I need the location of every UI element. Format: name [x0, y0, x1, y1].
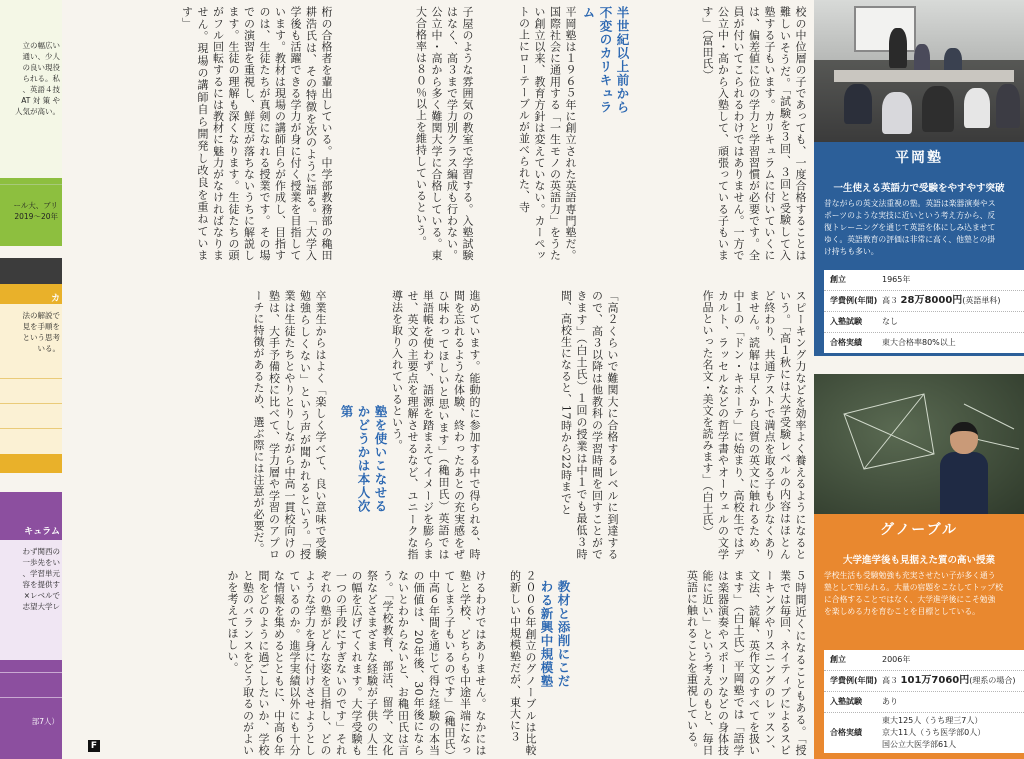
sidebar-gold-header	[0, 258, 62, 284]
article-column: 進めています。能動的に参加する中で得られる、時間を忘れるような体験、終わったあとの充実感をぜひ味わってほしいと思います」（穐田氏）英語では単語帳を使わず、語源を踏まえてイメージを膨らませ、英文の主要点を理解させるなど、ユニークな指導法を取り入れているという。	[390, 290, 481, 560]
fee-amount: 101万7060円	[900, 675, 970, 686]
photo-person	[996, 84, 1020, 128]
article-column: ２００６年創立のグノーブルは比較的新しい中規模塾だが、東大に３	[508, 570, 537, 756]
photo-person	[964, 88, 990, 128]
sidebar-line: 一歩先をい	[22, 558, 60, 567]
desc-line: ポーツのような実技に近いという考え方から、反	[824, 211, 996, 220]
fact-label: 合格実績	[830, 728, 862, 737]
desc-line: を楽しめる力を育むことを目標としている。	[824, 607, 980, 616]
desc-line: 昔ながらの英文法重視の塾。英語は楽器演奏やス	[824, 199, 996, 208]
fact-label: 創立	[830, 275, 846, 284]
fee-prefix: 高３	[882, 676, 898, 685]
fact-value	[876, 671, 1024, 691]
sidebar-green-body	[0, 0, 62, 178]
sidebar-line: の良い現役	[22, 63, 60, 72]
sidebar-line: 、英語４技	[22, 85, 60, 94]
fact-label: 合格実績	[830, 338, 862, 347]
photo-person	[922, 86, 954, 132]
sidebar-purple-foot: 部7人）	[31, 717, 59, 726]
article-column: 「高２くらいで難関大に合格するレベルに到達するので、高３以降は他教科の学習時間を回すことができます」（白土氏）１回の授業は中１でも最低３時間、高校生になると、17時から22時までと	[559, 290, 619, 560]
fact-value	[876, 715, 1024, 751]
chalk-diagram-icon	[814, 374, 1024, 514]
fact-row-founded	[824, 270, 1024, 291]
divider	[0, 697, 62, 698]
sidebar-line: 通い、少人	[22, 52, 60, 61]
hiraoka-classroom-photo	[814, 0, 1024, 142]
photo-desk	[834, 70, 1014, 82]
hiraoka-title: 平岡塾	[814, 142, 1024, 174]
divider	[0, 403, 62, 404]
hiraoka-info-panel	[814, 174, 1024, 356]
article-column: けるわけではありません。なかには塾と学校、どちらも中途半端になってしまう子もいるのです」（穐田氏）中高６年間を通じて得た経験の本当の価値は、20年後、30年後にならないとわからないと、お穐田氏は言う。「学校教育、部活、留学、文化祭などさまざまな経験が子供の人生の幅を広げてくれます。大学受験も一つの手段にすぎないのです」それぞれの塾がどんな姿を目指し、どのような学力を身に付けさせようとしているのか。進学実績以外にも十分な情報を集めるとともに、中高６年間をどのように過ごしたいか、学校と塾のバランスをどう取るのがよいかを考えてほしい。	[226, 570, 487, 756]
sidebar-line: 見を手順を	[22, 322, 60, 331]
fee-note: (理系の場合)	[969, 676, 1016, 685]
gnoble-tagline: 大学進学後も見据えた質の高い授業	[842, 555, 995, 566]
article-column: 桁の合格者を輩出している。中学部教務部の穐田耕浩氏は、その特徴を次のように語る。「大学入学後も活躍できる学力が身に付く授業を目指しています。教材は現場の講師自らが作成し、目指すのは、生徒たちが真剣になれる授業です。その場での演習を重視し、鮮度が落ちないうちに解説します。生徒の理解も深くなります。生徒たちの頭がフル回転するには教材に魅力がなければなりません。現場の講師自ら開発し改良を重ねています」	[180, 6, 333, 261]
photo-teacher-head	[950, 422, 978, 454]
article-column: スピーキング力などを効率よく養えるようになるという。「高１秋には大学受験レベルの内容はほとんど終わり、共通テストで満点を取る子も少なくありません。読解は早くから良質の英文に触れるため、中１の「ドン・キホーテ」に始まり、高校生ではデカルト、ラッセルなどの哲学書やオーウェルの文学作品といった名文・美文を読みます」（白土氏）	[701, 290, 807, 560]
fact-row-fee	[824, 671, 1024, 692]
desc-line: に合格することではなく、大学進学後にこそ勉強	[824, 595, 996, 604]
photo-person	[889, 28, 907, 68]
sidebar-line: られる。私	[22, 74, 60, 83]
sidebar-purple-box	[0, 492, 62, 759]
fee-prefix: 高３	[882, 296, 898, 305]
panel-gap	[814, 356, 1024, 374]
gnoble-description	[814, 566, 1024, 618]
fact-value: 東大合格率80%以上	[882, 338, 956, 347]
sidebar-line: ール大、ブリ	[13, 201, 58, 210]
article-column: 子屋のような雰囲気の教室で学習する。入塾試験はなく、高３まで学力別クラス編成も行わない。公立中・高から多く難関大学に合格している。東大合格率は８０％以上を維持しているという。	[414, 6, 474, 261]
sidebar-line: いる。	[37, 344, 60, 353]
desc-line: け持ちも多い。	[824, 247, 879, 256]
sidebar-line: 志望大学レ	[22, 602, 60, 611]
fact-row-exam	[824, 692, 1024, 713]
fact-label: 入塾試験	[830, 697, 862, 706]
fact-label: 創立	[830, 655, 846, 664]
fact-row-founded	[824, 650, 1024, 671]
fee-note: (英語単科)	[962, 296, 1001, 305]
divider	[0, 184, 62, 185]
fact-value: 1965年	[882, 275, 911, 284]
photo-teacher	[940, 452, 988, 514]
hiraoka-description	[814, 194, 1024, 258]
desc-line: 塾として知られる。大量の宿題をこなしてトップ校	[824, 583, 1003, 592]
fact-label: 入塾試験	[830, 317, 862, 326]
sidebar-line: 2019〜20年	[14, 212, 58, 221]
result-line: 京大11人（うち医学部0人）	[882, 728, 986, 737]
gnoble-facts-table	[824, 650, 1024, 753]
gnoble-classroom-photo	[814, 374, 1024, 514]
result-line: 東大125人（うち理三7人）	[882, 716, 983, 725]
fact-label: 学費例(年間)	[830, 296, 878, 305]
sidebar-line: AT 対 策 や	[21, 96, 60, 105]
sidebar-purple-title: キュラム	[24, 527, 60, 537]
hiraoka-facts-table	[824, 270, 1024, 353]
desc-line: ゆく。英語教育の評価は非常に高く、他塾との掛	[824, 235, 996, 244]
divider	[0, 378, 62, 379]
fact-value	[876, 291, 1024, 311]
sidebar-line: 人気が高い。	[15, 107, 60, 116]
section-heading: 半世紀以上前から不変のカリキュラム	[581, 6, 630, 114]
article-column: 平岡塾は１９６５年に創立された英語専門塾だ。国際社会に通用する「一生モノの英語力」をうたい創立以来、教育方針は変えていない。カーペットの上にローテーブルが並べられた、寺	[517, 6, 577, 261]
sidebar-green-foot	[0, 200, 62, 222]
fact-row-fee	[824, 291, 1024, 312]
fact-row-results	[824, 713, 1024, 753]
sidebar-line: 法の解説で	[22, 311, 60, 320]
desc-line: 復トレーニングを通じて英語を体にしみ込ませて	[824, 223, 996, 232]
fact-label: 学費例(年間)	[830, 676, 878, 685]
article-column: 校の中位層の子であっても、一度合格することは難しいそうだ。「試験を３回、３回と受験して入塾する子もいます。カリキュラムに付いていくには、偏差値に位の学力と学習習慣が必要です。全員が付いてこられるわけではありません。一方で公立中・高から入塾して、頑張っている子もいます」（冨田氏）	[701, 6, 807, 261]
sidebar-line: 、学習単元	[22, 569, 60, 578]
desc-line: 学校生活も受験勉強も充実させたい子が多く通う	[824, 571, 996, 580]
photo-person	[844, 84, 872, 124]
fact-value: あり	[882, 697, 898, 706]
article-column: 卒業生からはよく「楽しく学べて、良い意味で受験勉強らしくない」という声が聞かれるという。「授業は生徒たちとやりとりしながら中高一貫校向けの塾は、大手予備校に比べて、学力層や学習のアプローチに特徴があるため、選ぶ際には注意が必要だ。	[252, 290, 327, 560]
page-marker: F	[88, 740, 100, 752]
fact-value: なし	[882, 317, 898, 326]
photo-person	[882, 92, 912, 134]
sidebar-line: 容を提供す	[22, 580, 60, 589]
article-column: ５時間近くになることもある。「授業では毎回、ネイティブによるスピーキングやリスニングのレッスン、文法、読解、英作文のすべてを扱います」（白土氏）平岡塾では「語学は楽器演奏やスポーツなどの身体技能に近い」という考えのもと、毎日英語に触れることを重視している。	[685, 570, 807, 756]
sidebar-line: 立の幅広い	[22, 41, 60, 50]
result-line: 国公立大医学部61人	[882, 740, 957, 749]
sidebar-gold-body	[0, 304, 62, 454]
fact-row-results	[824, 333, 1024, 353]
section-heading: 教材と添削にこだわる新興中規模塾	[539, 580, 571, 688]
sidebar-gold-title: カ	[50, 294, 60, 304]
sidebar-line: ×レベルで	[23, 591, 60, 600]
fact-row-exam	[824, 312, 1024, 333]
gnoble-info-panel	[814, 546, 1024, 759]
gnoble-title: グノーブル	[814, 514, 1024, 546]
sidebar-line: わず関西の	[22, 547, 60, 556]
fact-value: 2006年	[882, 655, 911, 664]
sidebar-green-box	[0, 0, 62, 246]
sidebar-purple-body	[0, 540, 62, 660]
section-heading: 塾を使いこなせるかどうかは本人次第	[339, 405, 388, 513]
divider	[0, 428, 62, 429]
sidebar-gold-box	[0, 258, 62, 473]
hiraoka-tagline: 一生使える英語力で受験をやすやす突破	[833, 183, 1005, 194]
sidebar-line: という思考	[22, 333, 60, 342]
divider	[0, 672, 62, 673]
fee-amount: 28万8000円	[900, 295, 963, 306]
